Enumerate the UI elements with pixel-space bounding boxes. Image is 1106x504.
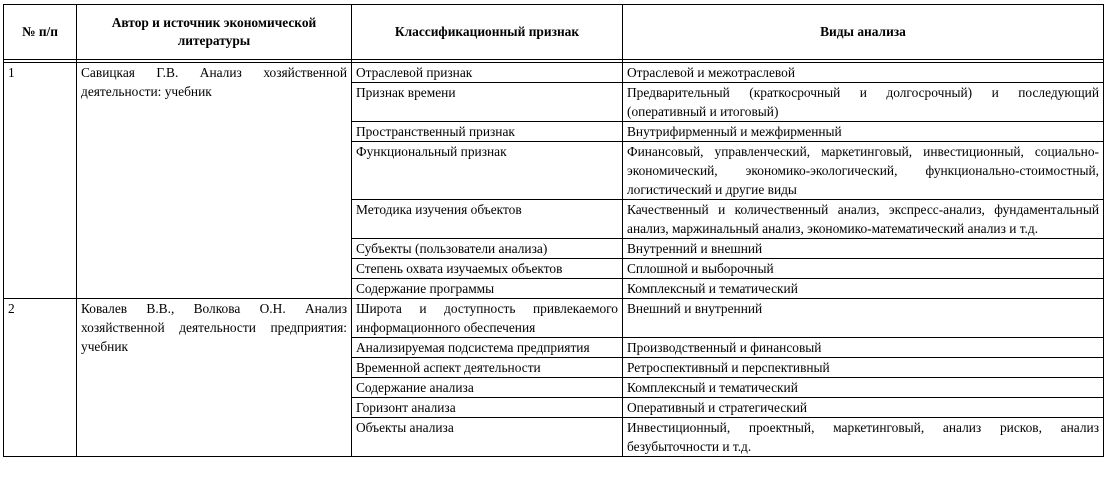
types-cell: Предварительный (краткосрочный и долгосрочный) и последующий (оперативный и итоговый) [623, 83, 1104, 122]
criterion-cell: Горизонт анализа [352, 398, 623, 418]
criterion-cell: Временной аспект деятельности [352, 358, 623, 378]
criterion-cell: Субъекты (пользователи анализа) [352, 239, 623, 259]
criterion-cell: Содержание программы [352, 279, 623, 299]
types-cell: Ретроспективный и перспективный [623, 358, 1104, 378]
types-cell: Качественный и количественный анализ, экспресс-анализ, фундаментальный анализ, маржинальный анализ, экономико-математический анализ и т.д. [623, 200, 1104, 239]
types-cell: Внешний и внутренний [623, 299, 1104, 338]
criterion-cell: Анализируемая подсистема предприятия [352, 338, 623, 358]
header-num: № п/п [4, 5, 77, 60]
table-header-row [4, 5, 1104, 60]
types-cell: Отраслевой и межотраслевой [623, 63, 1104, 83]
criterion-cell: Степень охвата изучаемых объектов [352, 259, 623, 279]
table-row [4, 299, 1104, 338]
types-cell: Сплошной и выборочный [623, 259, 1104, 279]
row-number: 1 [4, 63, 77, 299]
criterion-cell: Объекты анализа [352, 418, 623, 457]
table-row [4, 63, 1104, 83]
author-source: Савицкая Г.В. Анализ хозяйственной деятельности: учебник [77, 63, 352, 299]
header-author: Автор и источник экономической литературы [77, 5, 352, 60]
header-criterion: Классификационный признак [352, 5, 623, 60]
analysis-classification-table [3, 4, 1104, 457]
types-cell: Комплексный и тематический [623, 279, 1104, 299]
types-cell: Внутрифирменный и межфирменный [623, 122, 1104, 142]
criterion-cell: Методика изучения объектов [352, 200, 623, 239]
types-cell: Финансовый, управленческий, маркетинговый, инвестиционный, социально-экономический, экономико-экологический, функционально-стоимостный, логистический и другие виды [623, 142, 1104, 200]
types-cell: Внутренний и внешний [623, 239, 1104, 259]
criterion-cell: Пространственный признак [352, 122, 623, 142]
criterion-cell: Отраслевой признак [352, 63, 623, 83]
criterion-cell: Функциональный признак [352, 142, 623, 200]
criterion-cell: Содержание анализа [352, 378, 623, 398]
criterion-cell: Широта и доступность привлекаемого информационного обеспечения [352, 299, 623, 338]
types-cell: Производственный и финансовый [623, 338, 1104, 358]
types-cell: Оперативный и стратегический [623, 398, 1104, 418]
types-cell: Комплексный и тематический [623, 378, 1104, 398]
header-types: Виды анализа [623, 5, 1104, 60]
row-number: 2 [4, 299, 77, 457]
criterion-cell: Признак времени [352, 83, 623, 122]
author-source: Ковалев В.В., Волкова О.Н. Анализ хозяйственной деятельности предприятия: учебник [77, 299, 352, 457]
types-cell: Инвестиционный, проектный, маркетинговый, анализ рисков, анализ безубыточности и т.д. [623, 418, 1104, 457]
